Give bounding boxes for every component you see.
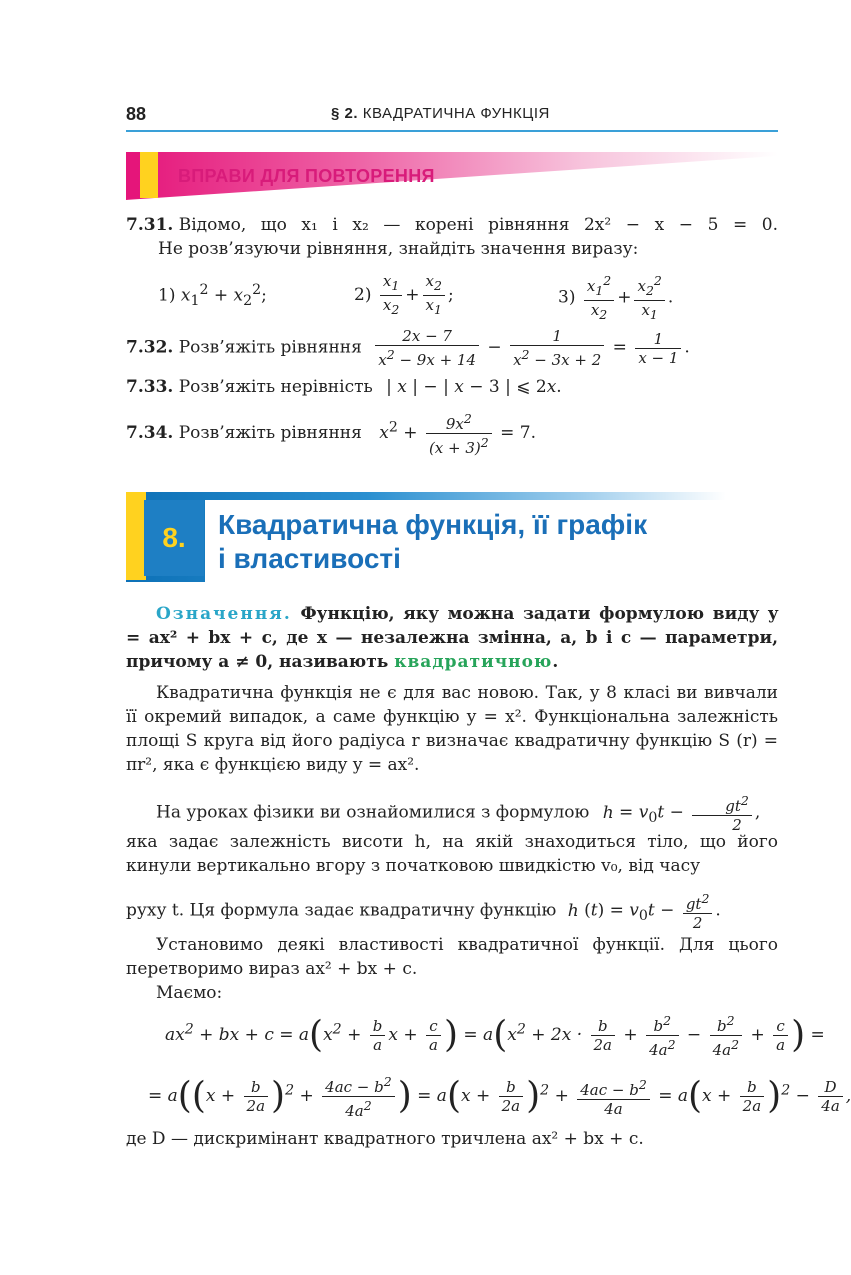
running-title: § 2. КВАДРАТИЧНА ФУНКЦІЯ — [331, 105, 550, 122]
paragraph-intro: Квадратична функція не є для вас новою. Так, у 8 класі ви вивчали її окремий випадок, а саме функцію y = x². Функціональна залежність площі S круга від його радіуса r визначає квадратичну функцію S (r) = πr², яка є функцією виду y = ax². — [126, 683, 778, 775]
exercise-732: 7.32. Розв’яжіть рівняння $\frac{2x - 7}{x^2 - 9x + 14}$ − $\frac{1}{x^2 - 3x + 2}$ = $\frac{1}{x - 1}$ . — [126, 327, 690, 369]
paragraph-physics-a: На уроках фізики ви ознайомилися з формулою $h = v_0t$ − $\frac{gt^2}{2}$ , — [156, 793, 761, 834]
section-banner-stripe — [126, 492, 146, 580]
review-banner-stripe — [140, 152, 158, 198]
exercise-733: 7.33. Розв’яжіть нерівність | x | − | x − 3 | ⩽ 2x. — [126, 377, 562, 397]
section-number: 8. — [144, 500, 204, 576]
paragraph-properties: Установимо деякі властивості квадратичної функції. Для цього перетворимо вираз ax² + bx + c. — [126, 935, 778, 979]
paragraph-physics-c: руху t. Ця формула задає квадратичну функцію h $(t) = v_0t$ − $\frac{gt^2}{2}$ . — [126, 891, 721, 932]
review-banner-accent — [126, 152, 140, 198]
formula-line-1: $ax^2$ + bx + $c = a(x^2$ + $\frac{b}{a}$ x + $\frac{c}{a}$ ) = $a(x^2 + 2x$ · $\frac{b}{2a}$ + $\frac{b^2}{4a^2}$ − $\frac{b^2}{4a^2}$ + $\frac{c}{a}$ ) = — [165, 1013, 825, 1059]
page-header — [126, 100, 778, 132]
definition: Означення. Функцію, яку можна задати формулою виду y = ax² + bx + c, де x — незалежна змінна, a, b і c — параметри, причому a ≠ 0, називають квадратичною. — [126, 604, 778, 672]
review-title: ВПРАВИ ДЛЯ ПОВТОРЕННЯ — [178, 166, 435, 186]
page-number: 88 — [126, 104, 147, 124]
section-title: Квадратична функція, її графік і властивості — [218, 509, 648, 574]
paragraph-physics-b: яка задає залежність висоти h, на якій знаходиться тіло, що його кинули вертикально вгору з початковою швидкістю v₀, від часу — [126, 832, 778, 876]
paragraph-we-have: Маємо: — [156, 983, 223, 1003]
exercise-731: 7.31. Відомо, що x₁ і x₂ — корені рівняння 2x² − x − 5 = 0. Не розв’язуючи рівняння, знайдіть значення виразу: — [126, 215, 778, 259]
exercise-734: 7.34. Розв’яжіть рівняння $x^2$ + $\frac{9x^2}{(x + 3)^2}$ = 7. — [126, 411, 536, 457]
paragraph-discriminant: де D — дискримінант квадратного тричлена ax² + bx + c. — [126, 1129, 644, 1149]
formula-line-2: = a((x + $\frac{b}{2a}$ )$^2$ + $\frac{4ac - b^2}{4a^2}$ ) = a(x + $\frac{b}{2a}$ )$^2$ + $\frac{4ac - b^2}{4a}$ = a(x + $\frac{b}{2a}$ )$^2$ − $\frac{D}{4a}$ , — [148, 1074, 851, 1120]
